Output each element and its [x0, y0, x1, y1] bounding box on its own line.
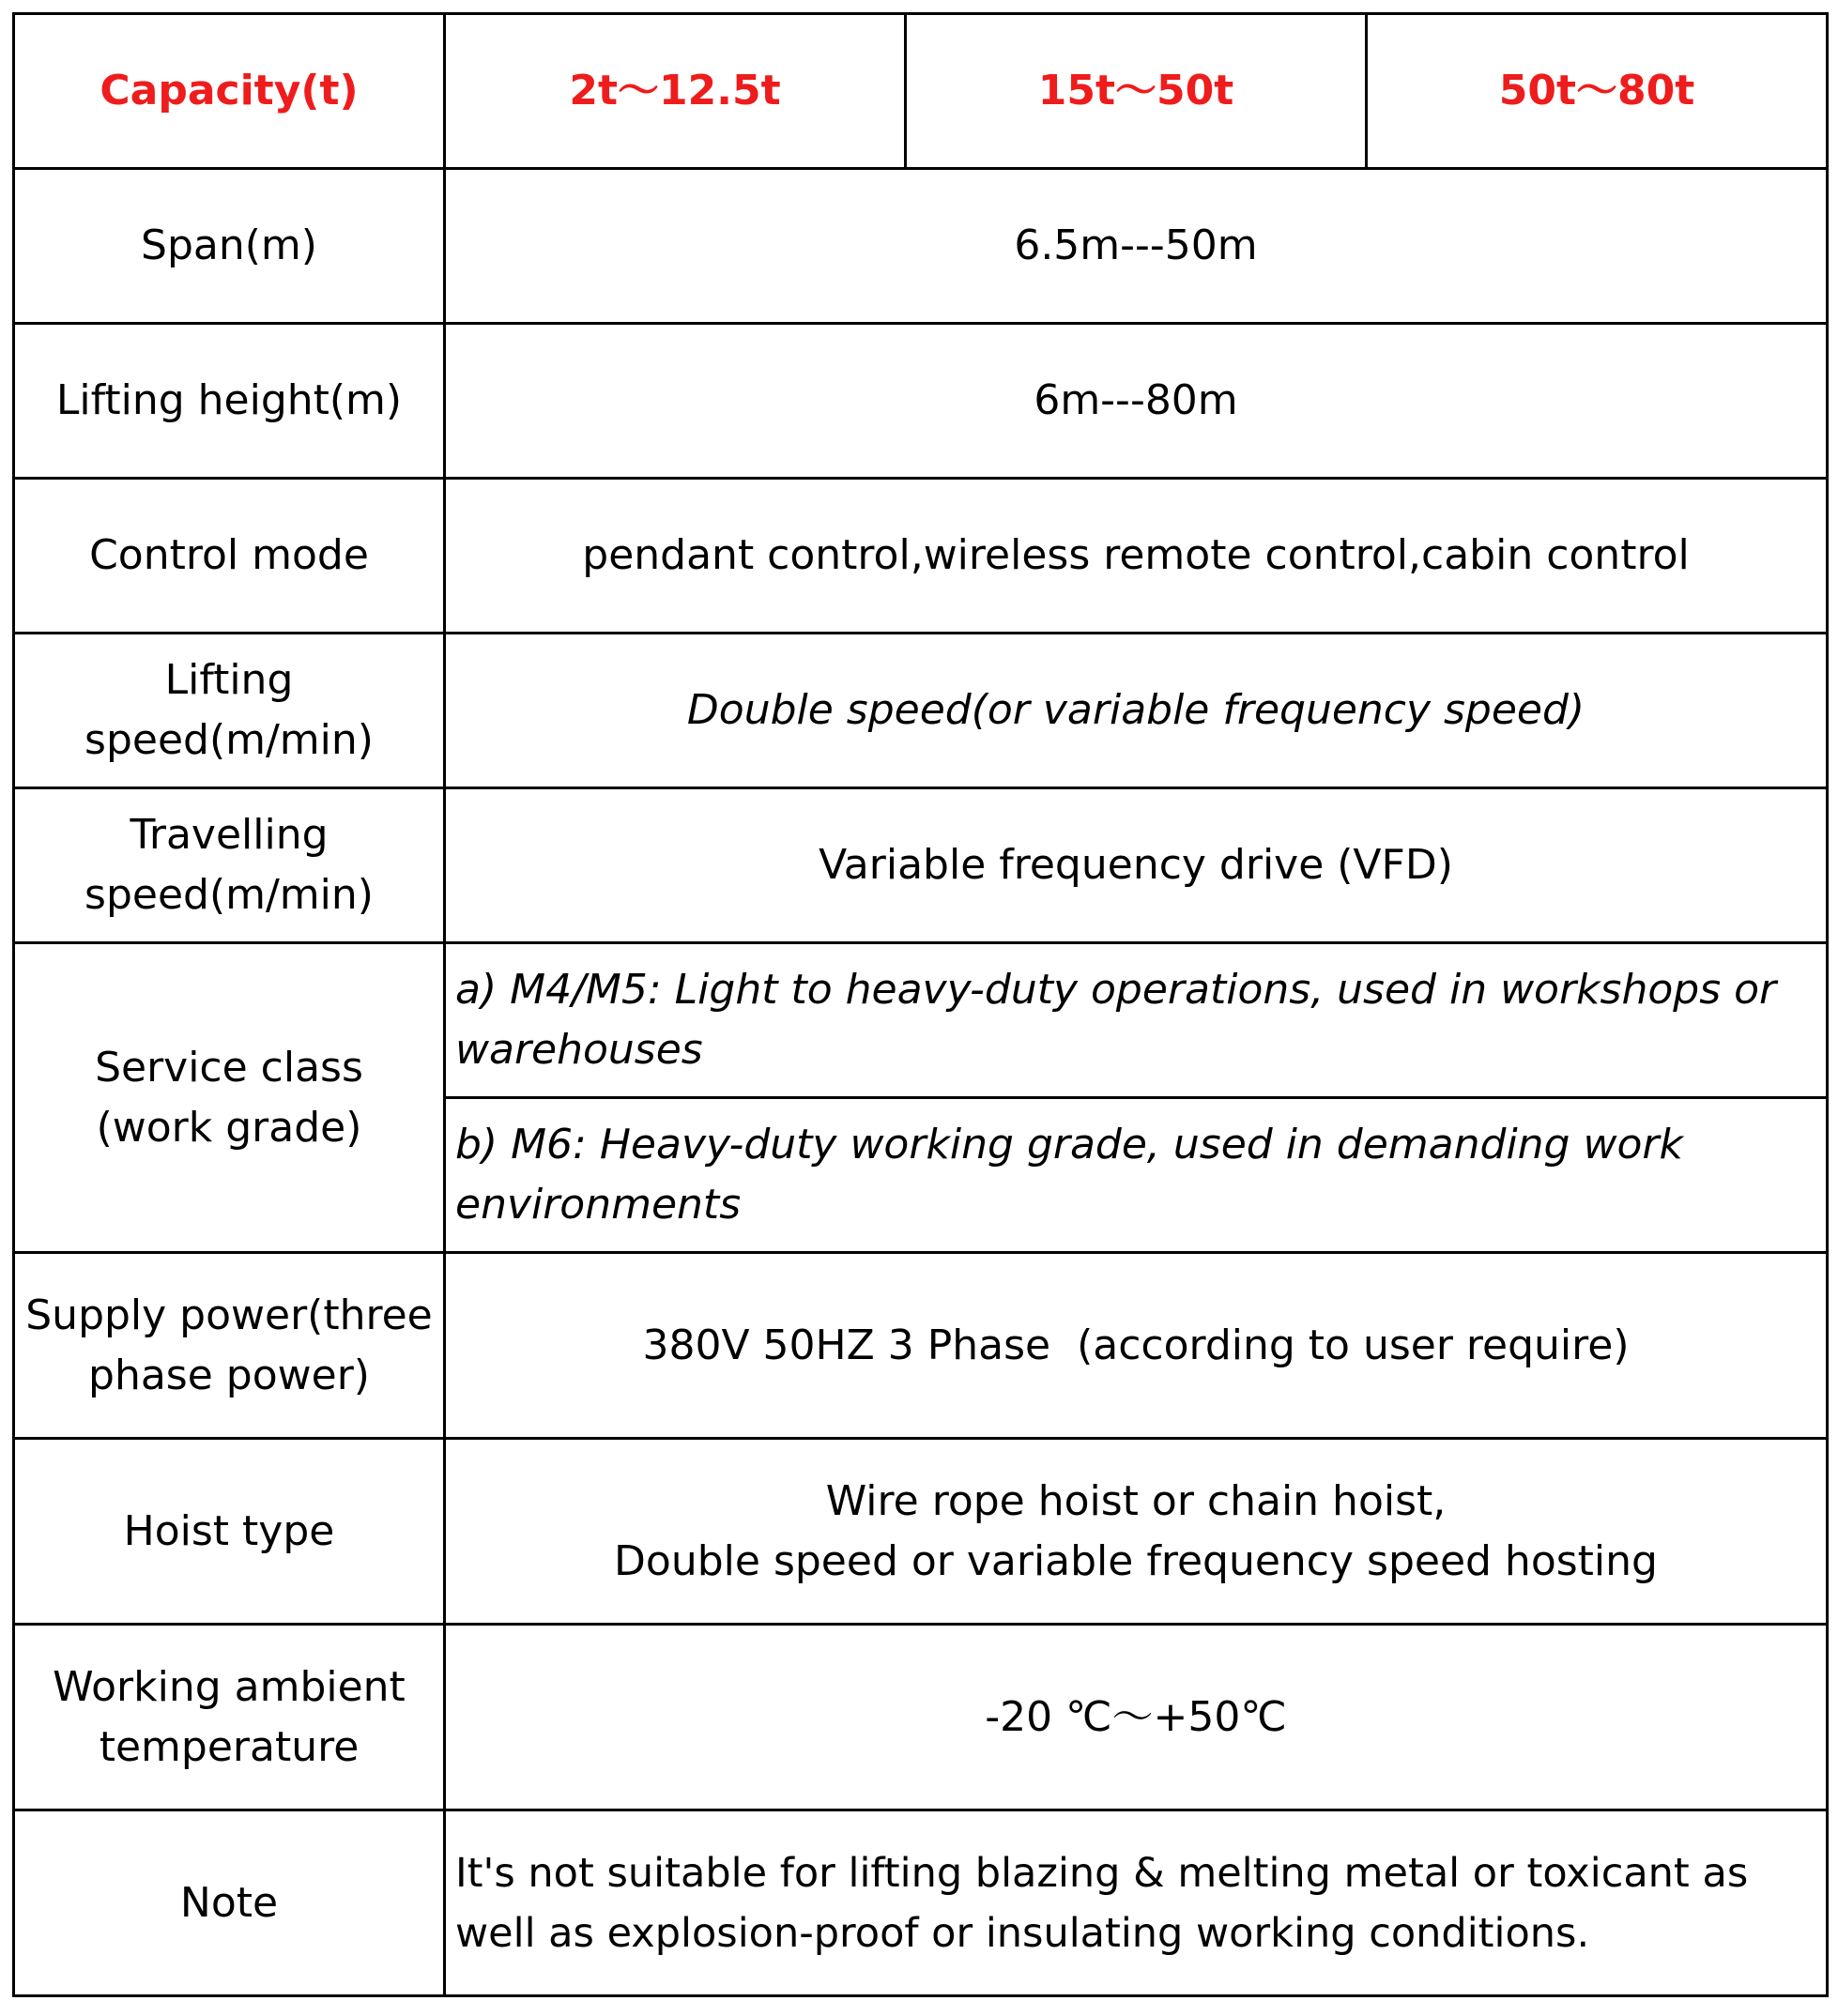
capacity-column-1: 2t～12.5t: [445, 14, 906, 169]
service-class-label: [14, 943, 445, 1253]
span-row: [14, 169, 1828, 324]
lifting-speed-label: [14, 634, 445, 788]
supply-power-label: [14, 1253, 445, 1439]
hoist-type-row: [14, 1439, 1828, 1625]
note-row: [14, 1810, 1828, 1996]
control-mode-value: pendant control,wireless remote control,cabin control: [445, 479, 1828, 634]
service-class-value-a: a) M4/M5: Light to heavy-duty operations, used in workshops or warehouses: [445, 943, 1828, 1098]
lifting-speed-row: [14, 634, 1828, 788]
capacity-column-2: 15t～50t: [906, 14, 1367, 169]
lifting-height-row: [14, 324, 1828, 479]
supply-power-row: [14, 1253, 1828, 1439]
service-class-label-line-2: (work grade): [96, 1103, 362, 1152]
lifting-speed-label-line-1: Lifting: [164, 656, 294, 704]
lifting-height-value: 6m---80m: [445, 324, 1828, 479]
travelling-speed-row: [14, 788, 1828, 943]
capacity-column-3: 50t～80t: [1367, 14, 1828, 169]
note-value: It's not suitable for lifting blazing & melting metal or toxicant as well as explosion-proof or insulating working conditions.: [445, 1810, 1828, 1996]
lifting-speed-value: Double speed(or variable frequency speed): [445, 634, 1828, 788]
control-mode-row: [14, 479, 1828, 634]
travelling-speed-label-line-2: speed(m/min): [84, 871, 374, 919]
note-label: Note: [14, 1810, 445, 1996]
control-mode-label: Control mode: [14, 479, 445, 634]
service-class-row-a: [14, 943, 1828, 1098]
hoist-type-label: Hoist type: [14, 1439, 445, 1625]
supply-power-label-line-2: phase power): [88, 1351, 370, 1399]
ambient-temperature-label: [14, 1625, 445, 1810]
lifting-height-label: Lifting height(m): [14, 324, 445, 479]
service-class-label-line-1: Service class: [95, 1043, 363, 1092]
travelling-speed-label-line-1: Travelling: [130, 811, 329, 859]
ambient-temperature-row: [14, 1625, 1828, 1810]
travelling-speed-value: Variable frequency drive (VFD): [445, 788, 1828, 943]
supply-power-label-line-1: Supply power(three: [25, 1291, 433, 1339]
supply-power-value: 380V 50HZ 3 Phase (according to user require): [445, 1253, 1828, 1439]
lifting-speed-label-line-2: speed(m/min): [84, 716, 374, 764]
ambient-temperature-label-line-1: Working ambient: [53, 1662, 406, 1711]
travelling-speed-label: [14, 788, 445, 943]
span-value: 6.5m---50m: [445, 169, 1828, 324]
hoist-type-value-line-1: Wire rope hoist or chain hoist,: [825, 1476, 1447, 1525]
ambient-temperature-label-line-2: temperature: [99, 1722, 360, 1771]
capacity-header-row: [14, 14, 1828, 169]
span-label: Span(m): [14, 169, 445, 324]
hoist-type-value: [445, 1439, 1828, 1625]
service-class-value-b: b) M6: Heavy-duty working grade, used in demanding work environments: [445, 1098, 1828, 1253]
capacity-label: Capacity(t): [14, 14, 445, 169]
crane-specification-table: [12, 12, 1829, 1997]
ambient-temperature-value: -20 ℃～+50℃: [445, 1625, 1828, 1810]
hoist-type-value-line-2: Double speed or variable frequency speed hosting: [614, 1536, 1658, 1585]
